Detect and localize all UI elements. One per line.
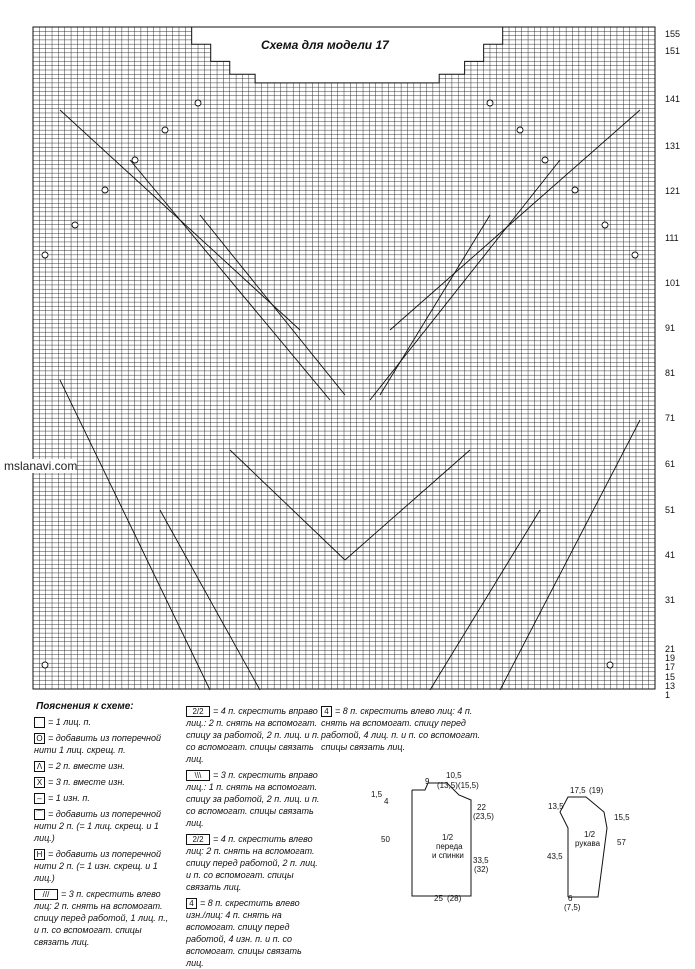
yarn-over-mark [572, 187, 578, 193]
legend-item [186, 897, 321, 969]
p1-top-c: (13,5)(15,5) [437, 781, 479, 790]
legend-item [186, 769, 321, 829]
legend-symbol-icon: H [34, 849, 45, 860]
legend-text: = 1 лиц. п. [48, 717, 91, 727]
cable-line [60, 380, 210, 690]
p1-label-c: и спинки [432, 851, 464, 860]
legend-item [34, 776, 174, 788]
row-number: 101 [665, 278, 681, 288]
legend-item [34, 716, 174, 728]
legend-text: = добавить из поперечной нити 1 лиц. скрещ. п. [34, 733, 161, 756]
row-number: 151 [665, 46, 681, 56]
legend-text: = 4 п. скрестить влево лиц: 2 п. снять на вспомогат. спицу перед работой, 2 п. лиц. и п. со вспомогат. спицы связать лиц. [186, 834, 318, 893]
legend-text: = 2 п. вместе изн. [48, 761, 125, 771]
yarn-over-mark [487, 100, 493, 106]
row-number: 41 [665, 550, 676, 560]
p1-bottom-b: (28) [447, 894, 462, 903]
legend-item [34, 808, 174, 844]
legend-text: = 3 п. вместе изн. [48, 777, 125, 787]
legend-item [321, 705, 496, 753]
p1-top-b: 10,5 [446, 771, 462, 780]
yarn-over-mark [195, 100, 201, 106]
yarn-over-mark [162, 127, 168, 133]
legend-symbol-icon: 2/2 [186, 834, 210, 845]
row-number: 131 [665, 141, 681, 151]
chart-title: Схема для модели 17 [258, 38, 392, 52]
legend-text: = 1 изн. п. [48, 793, 90, 803]
p1-left-a: 1,5 [371, 790, 383, 799]
yarn-over-mark [42, 252, 48, 258]
yarn-over-mark [542, 157, 548, 163]
legend-symbol-icon: X [34, 777, 45, 788]
p1-label-b: переда [436, 842, 463, 851]
legend-symbol-icon: \\\ [186, 770, 210, 781]
p1-height: 50 [381, 835, 390, 844]
watermark: mslanavi.com [4, 459, 78, 473]
yarn-over-mark [102, 187, 108, 193]
row-number: 155 [665, 29, 681, 39]
p2-height: 43,5 [547, 852, 563, 861]
cable-line [230, 450, 345, 560]
row-number: 21 [665, 644, 676, 654]
legend-item [34, 760, 174, 772]
row-number: 81 [665, 368, 676, 378]
row-number: 13 [665, 681, 676, 691]
p1-side-a: 33,5 [473, 856, 489, 865]
yarn-over-mark [42, 662, 48, 668]
yarn-over-mark [602, 222, 608, 228]
legend-symbol-icon: 4 [186, 898, 197, 909]
neckline [192, 27, 503, 83]
row-number: 71 [665, 413, 676, 423]
legend-symbol-icon: Λ [34, 761, 45, 772]
p2-top-a: 17,5 [570, 786, 586, 795]
legend-symbol-icon: /// [34, 889, 58, 900]
row-number: 61 [665, 459, 676, 469]
legend-item [34, 732, 174, 756]
legend-item [186, 833, 321, 893]
legend-symbol-icon: ⌒ [35, 810, 44, 820]
yarn-over-mark [632, 252, 638, 258]
p1-left-b: 4 [384, 797, 389, 806]
legend-text: = 8 п. скрестить влево лиц: 4 п. снять на вспомогат. спицу перед работой, 4 лиц. п. и п. со вспомогат. спицы связать лиц. [321, 706, 481, 753]
legend-text: = добавить из поперечной нити 2 п. (= 1 изн. скрещ. и 1 лиц.) [34, 849, 161, 884]
legend-item [186, 705, 321, 765]
row-number: 111 [665, 233, 679, 243]
p1-top-a: 9 [425, 777, 430, 786]
p2-label-a: 1/2 [584, 830, 596, 839]
p2-bottom-a: 6 [568, 894, 573, 903]
legend-text: = 4 п. скрестить вправо лиц.: 2 п. снять на вспомогат. спицу за работой, 2 п. лиц. и п. со вспомогат. спицы связать лиц. [186, 706, 320, 765]
row-number: 91 [665, 323, 676, 333]
p1-side-b: (32) [474, 865, 489, 874]
cable-line [500, 420, 640, 690]
p2-bottom-b: (7,5) [564, 903, 581, 912]
p2-right-a: 15,5 [614, 813, 630, 822]
p1-right-a: 22 [477, 803, 486, 812]
legend-symbol-icon: 4 [321, 706, 332, 717]
legend-symbol-icon [34, 717, 45, 728]
row-number: 31 [665, 595, 676, 605]
legend-text: = 8 п. скрестить влево изн./лиц: 4 п. снять на вспомогат. спицу перед работой, 4 изн. п. и п. со вспомогат. спицы связать лиц. [186, 898, 302, 969]
legend-symbol-icon: – [34, 793, 45, 804]
row-number: 121 [665, 186, 681, 196]
yarn-over-mark [132, 157, 138, 163]
p2-top-b: (19) [589, 786, 604, 795]
legend-symbol-icon: O [34, 733, 45, 744]
grid-lines [33, 27, 655, 689]
p2-left-top: 13,5 [548, 802, 564, 811]
row-number: 141 [665, 94, 681, 104]
p2-right-b: 57 [617, 838, 626, 847]
row-number: 51 [665, 505, 676, 515]
legend-text: = 3 п. скрестить влево лиц: 2 п. снять на вспомогат. спицу перед работой, 1 лиц. п., и п. со вспомогат. спицы связать лиц. [34, 889, 169, 948]
row-number: 17 [665, 662, 676, 672]
legend-text: = добавить из поперечной нити 2 п. (= 1 лиц. скрещ. и 1 лиц.) [34, 809, 161, 844]
p1-right-b: (23,5) [473, 812, 494, 821]
row-number: 19 [665, 653, 676, 663]
legend-text: = 3 п. скрестить вправо лиц.: 1 п. снять на вспомогат. спицу за работой, 2 п. лиц. и п. со вспомогат. спицы связать лиц. [186, 770, 320, 829]
p1-bottom-a: 25 [434, 894, 443, 903]
row-number: 1 [665, 690, 671, 700]
legend-title: Пояснения к схеме: [36, 701, 134, 712]
legend-item [34, 792, 174, 804]
p1-label-a: 1/2 [442, 833, 454, 842]
yarn-over-mark [72, 222, 78, 228]
yarn-over-mark [517, 127, 523, 133]
legend-item [34, 848, 174, 884]
yarn-over-mark [607, 662, 613, 668]
p2-label-b: рукава [575, 839, 601, 848]
legend-symbol-icon: 2/2 [186, 706, 210, 717]
row-number: 15 [665, 672, 676, 682]
legend-item [34, 888, 174, 948]
